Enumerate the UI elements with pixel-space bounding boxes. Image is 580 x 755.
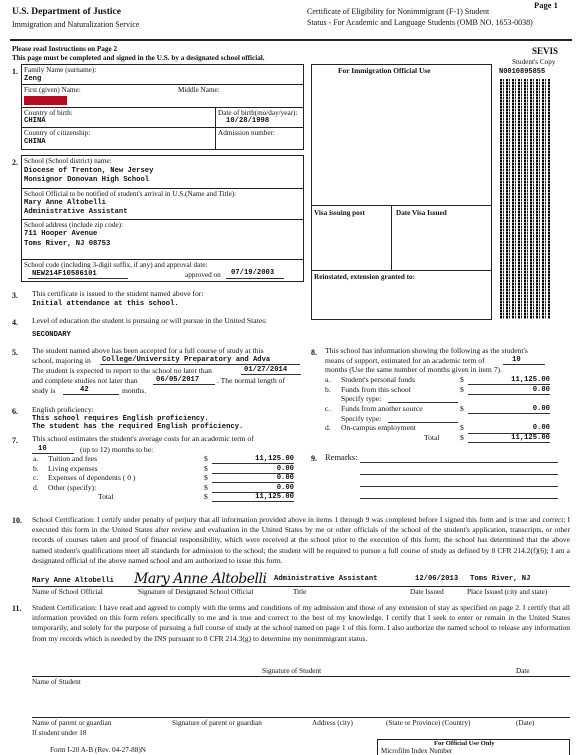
title-label: Title bbox=[293, 588, 307, 596]
student-date-label: Date bbox=[516, 667, 530, 675]
item-3-text: This certificate is issued to the student named above for: bbox=[32, 289, 204, 298]
approved-on-label: approved on bbox=[185, 271, 221, 279]
item-5-line4b: . The normal length of bbox=[217, 376, 285, 385]
item-6-value-1: This school requires English proficiency. bbox=[32, 415, 209, 423]
school-address-line2: Toms River, NJ 08753 bbox=[24, 240, 111, 248]
item-8-months-value: 10 bbox=[512, 356, 521, 364]
remarks-label: Remarks: bbox=[325, 452, 358, 462]
support-row: d. On-campus employment $ 0.00 bbox=[325, 423, 550, 433]
school-name-label: School (School district) name: bbox=[24, 157, 112, 165]
item-7-cost-table bbox=[32, 455, 297, 503]
country-of-citizenship-label: Country of citizenship: bbox=[24, 129, 91, 137]
middle-name-label: Middle Name: bbox=[178, 86, 220, 94]
school-official-label: School Official to be notified of student's arrival in U.S.(Name and Title): bbox=[24, 190, 237, 198]
cost-total-row: Total $ 11,125.00 bbox=[98, 492, 294, 501]
student-signature-label: Signature of Student bbox=[262, 667, 322, 675]
item-3-number: 3. bbox=[12, 291, 18, 300]
reinstated-label: Reinstated, extension granted to: bbox=[314, 273, 416, 281]
parent-name-label: Name of parent or guardian bbox=[32, 719, 112, 727]
item-5-line5a: study is bbox=[32, 386, 56, 395]
immigration-official-box bbox=[311, 64, 492, 320]
item-4-value: SECONDARY bbox=[32, 331, 71, 339]
school-address-line1: 711 Hooper Avenue bbox=[24, 230, 98, 238]
item-7-number: 7. bbox=[12, 436, 18, 445]
first-name-label: First (given) Name: bbox=[24, 86, 81, 94]
item-4-number: 4. bbox=[12, 318, 18, 327]
item-8-line2: means of support, estimated for an academic term of bbox=[325, 356, 485, 365]
support-row: b. Funds from this school $ 0.00 bbox=[325, 384, 550, 394]
certificate-title-line2: Status - For Academic and Language Students (OMB NO. 1653-0038) bbox=[307, 18, 533, 27]
item-4-text: Level of education the student is pursuing or will pursue in the United States: bbox=[32, 316, 268, 325]
item-5-line5b: months. bbox=[122, 386, 147, 395]
agency-name: Immigration and Naturalization Service bbox=[12, 20, 140, 29]
country-of-citizenship-value: CHINA bbox=[24, 138, 46, 146]
item-8-support-table bbox=[324, 376, 564, 444]
cost-row: c. Expenses of dependents ( 0 ) $ 0.00 bbox=[33, 473, 294, 482]
school-official-name-value: Mary Anne Altobelli bbox=[32, 577, 114, 585]
support-row: Specify type: bbox=[324, 415, 564, 425]
item-8-number: 8. bbox=[311, 348, 317, 357]
school-certification-text: School Certification: I certify under penalty of perjury that all information provided above in items 1 through 9 was completed before I signed this form and is true and correct; I executed this form in the United States after review and evaluation in the United States by me or other officials of the school of the student's application, transcripts, or other records of courses taken and proof of financial responsibility, which were received at the school prior to the execution of this form; the school has determined that the above named student's qualifications meet all standards for admission to the school; the student will be required to pursue a full course of study as defined by 8 CFR 214.2(f)(6); I am a designated official of the above named school and am authorized to issue this form. bbox=[32, 515, 570, 565]
department-name: U.S. Department of Justice bbox=[12, 7, 121, 17]
school-official-signature-label: Signature of Designated School Official bbox=[138, 588, 254, 596]
support-total-row: Total $ 11,125.00 bbox=[424, 433, 550, 443]
cost-row: d. Other (specify): $ 0.00 bbox=[33, 482, 294, 492]
school-official-signature: Mary Anne Altobelli bbox=[134, 571, 267, 587]
family-name-value: Zeng bbox=[24, 75, 42, 83]
official-use-label: For Official Use Only bbox=[434, 740, 495, 747]
item-5-line3: The student is expected to report to the school no later than bbox=[32, 366, 212, 375]
school-official-name-label: Name of School Official bbox=[32, 588, 103, 596]
country-of-birth-label: Country of birth: bbox=[24, 109, 73, 117]
item-7-months-value: 10 bbox=[38, 445, 47, 453]
support-row: c. Funds from another source $ 0.00 bbox=[325, 404, 550, 414]
item-5-line2: school, majoring in bbox=[32, 356, 91, 365]
family-name-label: Family Name (surname): bbox=[24, 66, 97, 74]
address-city-label: Address (city) bbox=[312, 719, 353, 727]
item-6-number: 6. bbox=[12, 407, 18, 416]
school-name-value-2: Monsignor Donovan High School bbox=[24, 176, 150, 184]
date-issued-label: Date Issued bbox=[410, 588, 444, 596]
school-address-label: School address (include zip code): bbox=[24, 221, 123, 229]
country-of-birth-value: CHINA bbox=[24, 117, 46, 125]
item-6-value-2: The student has the required English proficiency. bbox=[32, 423, 244, 431]
item-1-number: 1. bbox=[12, 67, 18, 76]
school-name-value-1: Diocese of Trenton, New Jersey bbox=[24, 167, 154, 175]
item-5-number: 5. bbox=[12, 348, 18, 357]
place-issued-value: Toms River, NJ bbox=[470, 575, 531, 583]
item-11-number: 11. bbox=[12, 604, 22, 613]
header-rule bbox=[10, 39, 572, 41]
state-country-label: (State or Province) (Country) bbox=[386, 719, 471, 727]
support-row: Specify type: bbox=[324, 395, 564, 405]
date-of-birth-label: Date of birth(mo/day/year): bbox=[218, 109, 298, 117]
cost-row: b. Living expenses $ 0.00 bbox=[33, 463, 294, 473]
approval-date-value: 07/19/2003 bbox=[231, 269, 275, 277]
first-name-redaction bbox=[24, 96, 67, 105]
parent-signature-label: Signature of parent or guardian bbox=[172, 719, 262, 727]
support-row: a. Student's personal funds $ 11,125.00 bbox=[325, 375, 550, 384]
major-value: College/University Preparatory and Adva bbox=[102, 356, 271, 364]
item-7-months-text: (up to 12) months to be: bbox=[80, 445, 154, 454]
complete-date-value: 06/05/2017 bbox=[156, 376, 200, 384]
sevis-barcode bbox=[500, 79, 551, 319]
certificate-title-line1: Certificate of Eligibility for Nonimmigrant (F-1) Student bbox=[307, 7, 490, 16]
date-of-birth-value: 10/28/1998 bbox=[226, 117, 270, 125]
school-code-value: NEW214F10586101 bbox=[32, 270, 97, 278]
place-issued-label: Place Issued (city and state) bbox=[467, 588, 548, 596]
admission-number-label: Admission number: bbox=[218, 129, 275, 137]
report-date-value: 01/27/2014 bbox=[244, 366, 288, 374]
item-10-number: 10. bbox=[12, 516, 22, 525]
student-certification-text: Student Certification: I have read and agreed to comply with the terms and conditions of my admission and those of any extension of stay as specified on page 2. I certify that all information provided on this form refers specifically to me and is true and correct to the best of my knowledge. I certify that I seek to enter or remain in the United States temporarily, and solely for the purpose of pursuing a full course of study at the school named on page 1 of this form. I also authorize the named school to release any information from my records which is needed by the INS pursuant to 8 CFR 214.3(g) to determine my nonimmigrant status. bbox=[32, 603, 570, 643]
school-official-title-value: Administrative Assistant bbox=[274, 575, 378, 583]
instructions-line2: This page must be completed and signed in the U.S. by a designated school official. bbox=[12, 54, 265, 62]
microfilm-label: Microfilm Index Number bbox=[381, 747, 453, 755]
item-9-number: 9. bbox=[311, 454, 317, 463]
item-8-line1: This school has information showing the following as the student's bbox=[325, 346, 528, 355]
item-7-text: This school estimates the student's average costs for an academic term of bbox=[32, 434, 254, 443]
visa-issuing-post-label: Visa issuing post bbox=[314, 209, 365, 217]
school-code-label: School code (including 3-digit suffix, if any) and approval date: bbox=[24, 261, 208, 269]
date-issued-value: 12/06/2013 bbox=[415, 575, 459, 583]
item-5-line1: The student named above has been accepted for a full course of study at this bbox=[32, 346, 264, 355]
instructions-line1: Please read Instructions on Page 2 bbox=[12, 45, 118, 53]
student-name-label: Name of Student bbox=[32, 678, 81, 686]
item-3-value: Initial attendance at this school. bbox=[32, 300, 179, 308]
immigration-official-title: For Immigration Official Use bbox=[338, 66, 431, 75]
sevis-id: N0010895855 bbox=[499, 68, 546, 76]
cost-row: a. Tuition and fees $ 11,125.00 bbox=[33, 454, 294, 463]
students-copy-label: Student's Copy bbox=[512, 58, 556, 66]
item-5-line4: and complete studies not later than bbox=[32, 376, 138, 385]
study-months-value: 42 bbox=[80, 386, 89, 394]
item-2-number: 2. bbox=[12, 158, 18, 167]
form-number: Form I-20 A-B (Rev. 04-27-88)N bbox=[50, 746, 146, 754]
under-18-label: If student under 18 bbox=[32, 729, 87, 737]
school-official-title: Administrative Assistant bbox=[24, 208, 128, 216]
item-8-line3: months (Use the same number of months given in item 7). bbox=[325, 365, 502, 374]
date-visa-issued-label: Date Visa Issued bbox=[396, 209, 447, 217]
page-number: Page 1 bbox=[534, 0, 558, 10]
parent-date-label: (Date) bbox=[516, 719, 535, 727]
school-official-name: Mary Anne Altobelli bbox=[24, 199, 106, 207]
sevis-label: SEVIS bbox=[532, 46, 559, 56]
item-6-text: English proficiency: bbox=[32, 405, 94, 414]
